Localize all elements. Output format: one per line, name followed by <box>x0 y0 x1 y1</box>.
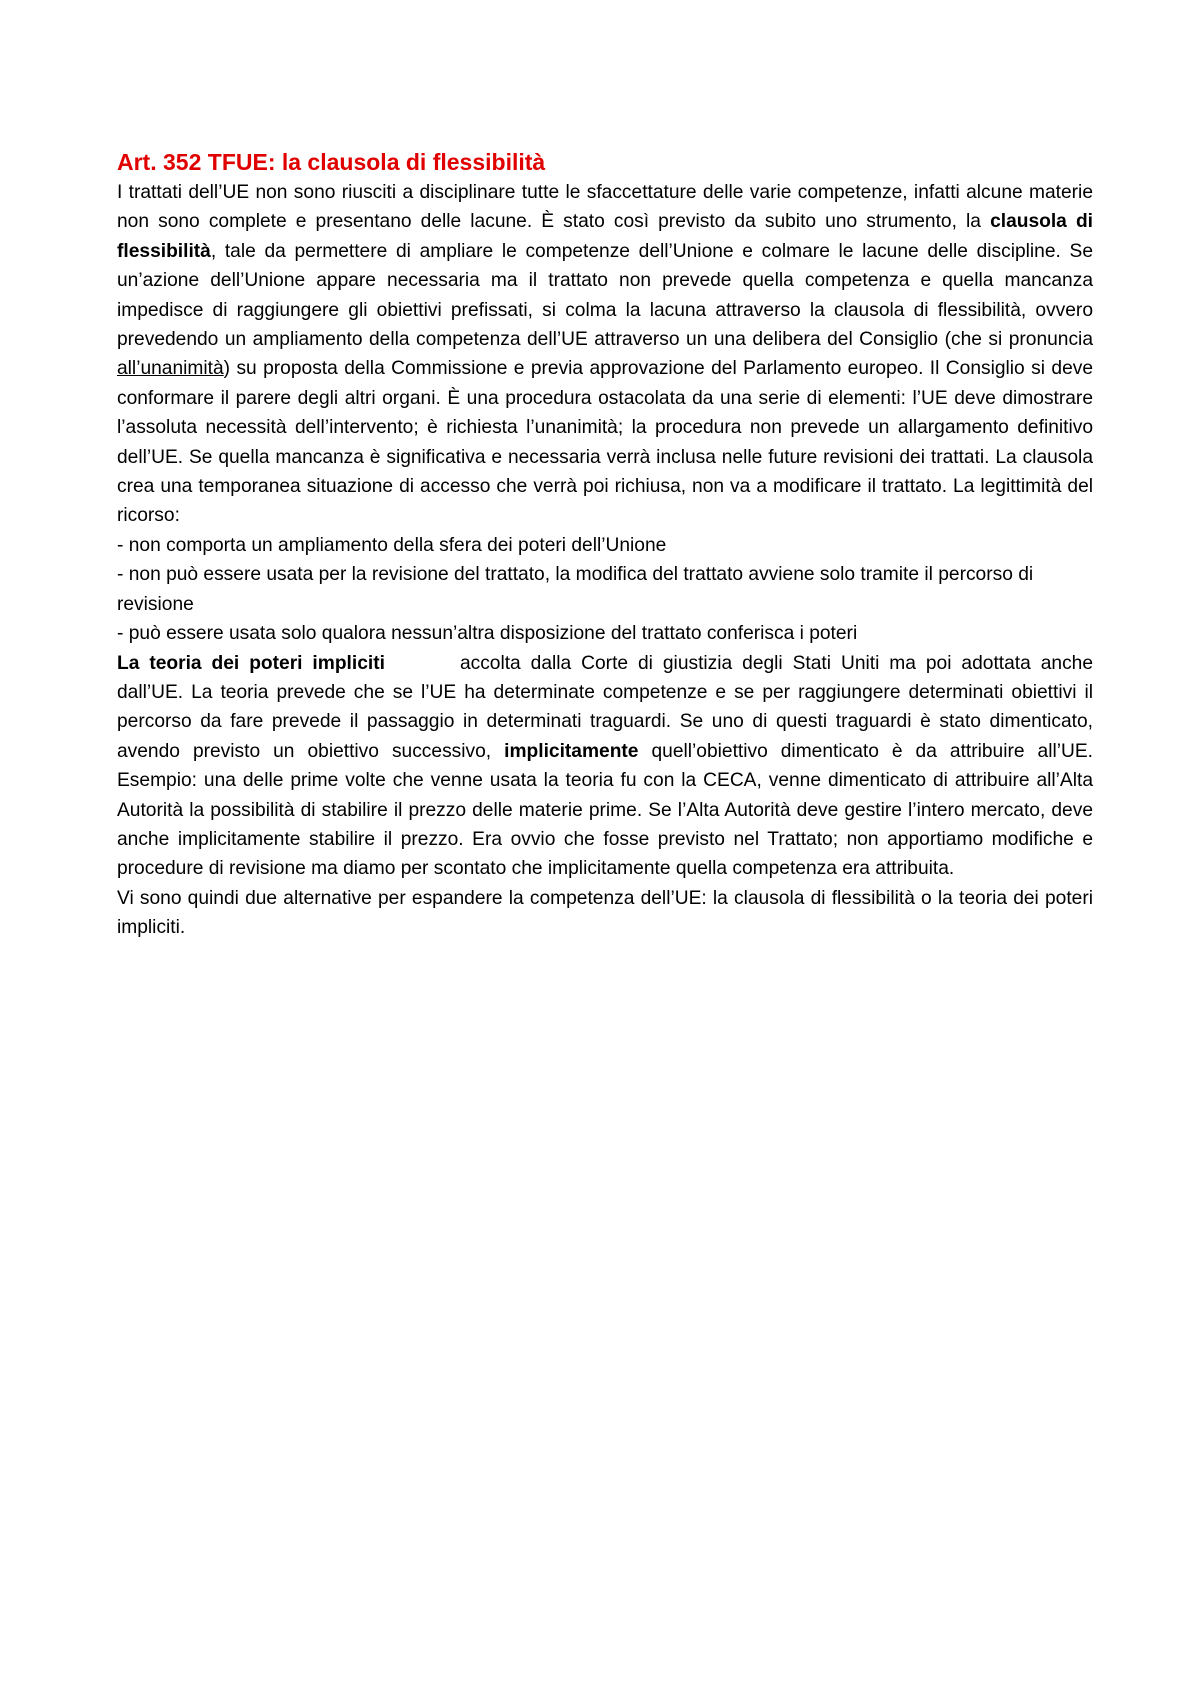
list-item: - non comporta un ampliamento della sfera dei poteri dell’Unione <box>117 534 667 556</box>
intro-bold-term: clausola di flessibilità <box>117 211 1093 262</box>
list-item: - non può essere usata per la revisione del trattato, la modifica del trattato avviene solo tramite il percorso di revisione <box>117 564 1034 615</box>
implied-text-1: accolta dalla Corte di giustizia degli Stati Uniti ma poi adottata anche dall’UE. La teoria prevede che se l’UE ha determinate competenze e se per raggiungere determinati obiettivi il percorso da fare prevede il passaggio in determinati traguardi. Se uno di questi traguardi è stato dimenticato, avendo previsto un obiettivo successivo, <box>117 652 1094 762</box>
intro-paragraph <box>117 178 1093 531</box>
conclusion-paragraph: Vi sono quindi due alternative per espandere la competenza dell’UE: la clausola di flessibilità o la teoria dei poteri impliciti. <box>117 887 1093 939</box>
intro-text-2: , tale da permettere di ampliare le competenze dell’Unione e colmare le lacune delle discipline. Se un’azione dell’Unione appare necessaria ma il trattato non prevede quella competenza e quella mancanza impedisce di raggiungere gli obiettivi prefissati, si colma la lacuna attraverso la clausola di flessibilità, ovvero prevedendo un ampliamento della competenza dell’UE attraverso un una delibera del Consiglio (che si pronuncia <box>117 240 1093 351</box>
implied-powers-heading: La teoria dei poteri impliciti <box>117 652 385 674</box>
document-title: Art. 352 TFUE: la clausola di flessibilità <box>117 149 546 175</box>
implied-text-2: quell’obiettivo dimenticato è da attribuire all’UE. Esempio: una delle prime volte che venne usata la teoria fu con la CECA, venne dimenticato di attribuire all’Alta Autorità la possibilità di stabilire il prezzo delle materie prime. Se l’Alta Autorità deve gestire l’intero mercato, deve anche implicitamente stabilire il prezzo. Era ovvio che fosse previsto nel Trattato; non apportiamo modifiche e procedure di revisione ma diamo per scontato che implicitamente quella competenza era attribuita. <box>117 740 1093 880</box>
implied-powers-paragraph <box>117 649 1093 884</box>
intro-text-3: ) su proposta della Commissione e previa approvazione del Parlamento europeo. Il Consiglio si deve conformare il parere degli altri organi. È una procedura ostacolata da una serie di elementi: l’UE deve dimostrare l’assoluta necessità dell’intervento; è richiesta l’unanimità; la procedura non prevede un allargamento definitivo dell’UE. Se quella mancanza è significativa e necessaria verrà inclusa nelle future revisioni dei trattati. La clausola crea una temporanea situazione di accesso che verrà poi richiusa, non va a modificare il trattato. La legittimità del ricorso: <box>117 358 1093 527</box>
intro-text-1: I trattati dell’UE non sono riusciti a disciplinare tutte le sfaccettature delle varie competenze, infatti alcune materie non sono complete e presentano delle lacune. È stato così previsto da subito uno strumento, la <box>117 182 1093 233</box>
intro-underlined-term: all’unanimità <box>117 358 224 380</box>
list-item: - può essere usata solo qualora nessun’altra disposizione del trattato conferisca i poteri <box>117 623 858 645</box>
document-page <box>117 146 1093 943</box>
implied-bold-term: implicitamente <box>504 740 639 762</box>
